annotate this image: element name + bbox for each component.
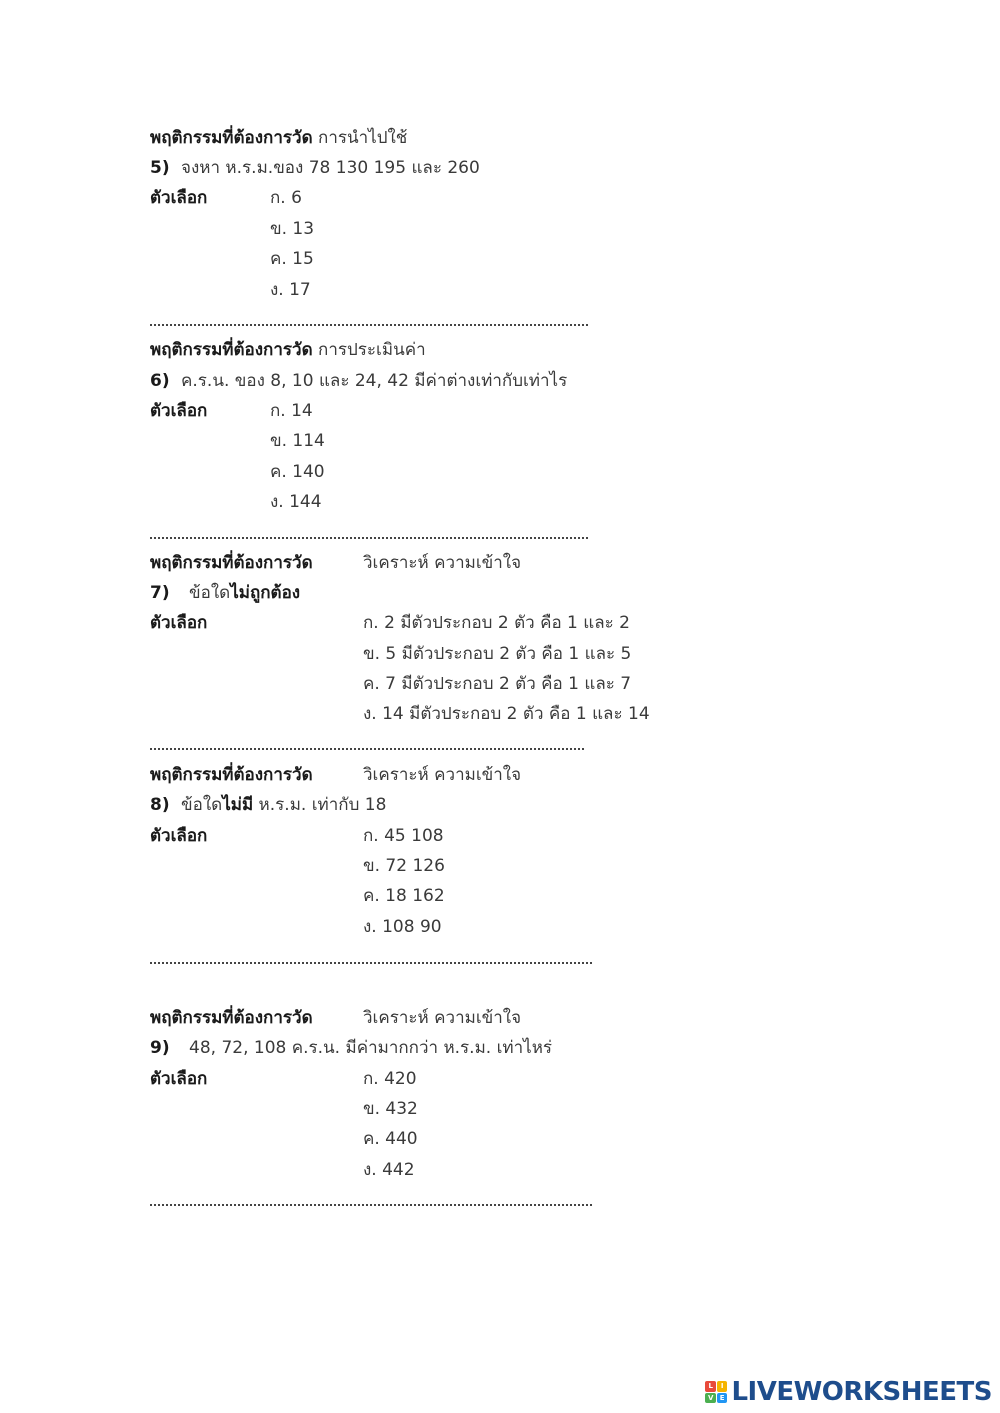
q7-choice-d: ง. 14 มีตัวประกอบ 2 ตัว คือ 1 และ 14	[363, 704, 650, 724]
q8-question-post: ห.ร.ม. เท่ากับ 18	[253, 795, 387, 815]
q8-question	[150, 794, 386, 816]
q6-question	[150, 370, 567, 392]
q7-question-pre: ข้อใด	[189, 583, 231, 603]
q6-choice-d: ง. 144	[270, 492, 322, 512]
q5-behavior	[150, 127, 407, 149]
q8-question-bold: ไม่มี	[222, 795, 254, 815]
q9-choices-label: ตัวเลือก	[150, 1069, 208, 1089]
q8-question-pre: ข้อใด	[181, 795, 223, 815]
q7-choice-a: ก. 2 มีตัวประกอบ 2 ตัว คือ 1 และ 2	[363, 613, 631, 633]
q9-choice-b: ข. 432	[363, 1099, 418, 1119]
divider	[150, 748, 584, 750]
divider	[150, 1204, 592, 1206]
q5-choice-b: ข. 13	[270, 219, 315, 239]
q9-behavior-value: วิเคราะห์ ความเข้าใจ	[363, 1008, 522, 1028]
q8-choices-label: ตัวเลือก	[150, 826, 208, 846]
q8-behavior-value: วิเคราะห์ ความเข้าใจ	[363, 765, 522, 785]
liveworksheets-logo-text: LIVEWORKSHEETS	[731, 1377, 992, 1407]
q6-choice-b: ข. 114	[270, 431, 325, 451]
q5-question	[150, 157, 480, 179]
q7-choices-label: ตัวเลือก	[150, 613, 208, 633]
q6-number: 6)	[150, 371, 170, 391]
q5-choice-c: ค. 15	[270, 249, 314, 269]
q5-choice-a: ก. 6	[270, 188, 302, 208]
q8-behavior-label: พฤติกรรมที่ต้องการวัด	[150, 765, 313, 785]
q9-question-text: 48, 72, 108 ค.ร.น. มีค่ามากกว่า ห.ร.ม. เท่าไหร่	[189, 1038, 553, 1058]
q6-question-text: ค.ร.น. ของ 8, 10 และ 24, 42 มีค่าต่างเท่ากับเท่าไร	[181, 371, 568, 391]
logo-tile-v: V	[705, 1393, 716, 1404]
q6-choice-a: ก. 14	[270, 401, 313, 421]
q5-choices-label: ตัวเลือก	[150, 188, 208, 208]
logo-tile-l: L	[705, 1381, 716, 1392]
q8-choice-b: ข. 72 126	[363, 856, 445, 876]
q9-choice-d: ง. 442	[363, 1160, 415, 1180]
q8-choice-c: ค. 18 162	[363, 886, 445, 906]
q8-choice-d: ง. 108 90	[363, 917, 442, 937]
q7-number: 7)	[150, 583, 170, 603]
divider	[150, 324, 588, 326]
q6-behavior-value: การประเมินค่า	[318, 340, 426, 360]
q9-behavior-label: พฤติกรรมที่ต้องการวัด	[150, 1008, 313, 1028]
logo-tile-e: E	[717, 1393, 728, 1404]
q5-number: 5)	[150, 158, 170, 178]
divider	[150, 962, 592, 964]
q5-behavior-value: การนำไปใช้	[318, 128, 408, 148]
q8-number: 8)	[150, 795, 170, 815]
liveworksheets-logo-icon	[705, 1381, 727, 1403]
q5-behavior-label: พฤติกรรมที่ต้องการวัด	[150, 128, 313, 148]
divider	[150, 537, 588, 539]
q7-choice-c: ค. 7 มีตัวประกอบ 2 ตัว คือ 1 และ 7	[363, 674, 632, 694]
q9-choice-a: ก. 420	[363, 1069, 417, 1089]
q9-question	[150, 1037, 552, 1059]
q7-choice-b: ข. 5 มีตัวประกอบ 2 ตัว คือ 1 และ 5	[363, 644, 632, 664]
q6-choice-c: ค. 140	[270, 462, 325, 482]
q6-behavior-label: พฤติกรรมที่ต้องการวัด	[150, 340, 313, 360]
q5-choice-d: ง. 17	[270, 280, 311, 300]
q7-behavior-label: พฤติกรรมที่ต้องการวัด	[150, 553, 313, 573]
q5-question-text: จงหา ห.ร.ม.ของ 78 130 195 และ 260	[181, 158, 480, 178]
liveworksheets-logo	[705, 1377, 992, 1407]
logo-tile-i: I	[717, 1381, 728, 1392]
q9-number: 9)	[150, 1038, 170, 1058]
q7-question-bold: ไม่ถูกต้อง	[230, 583, 301, 603]
q6-choices-label: ตัวเลือก	[150, 401, 208, 421]
q8-choice-a: ก. 45 108	[363, 826, 444, 846]
q7-question	[150, 582, 300, 604]
q7-behavior-value: วิเคราะห์ ความเข้าใจ	[363, 553, 522, 573]
q6-behavior	[150, 339, 426, 361]
q9-choice-c: ค. 440	[363, 1129, 418, 1149]
